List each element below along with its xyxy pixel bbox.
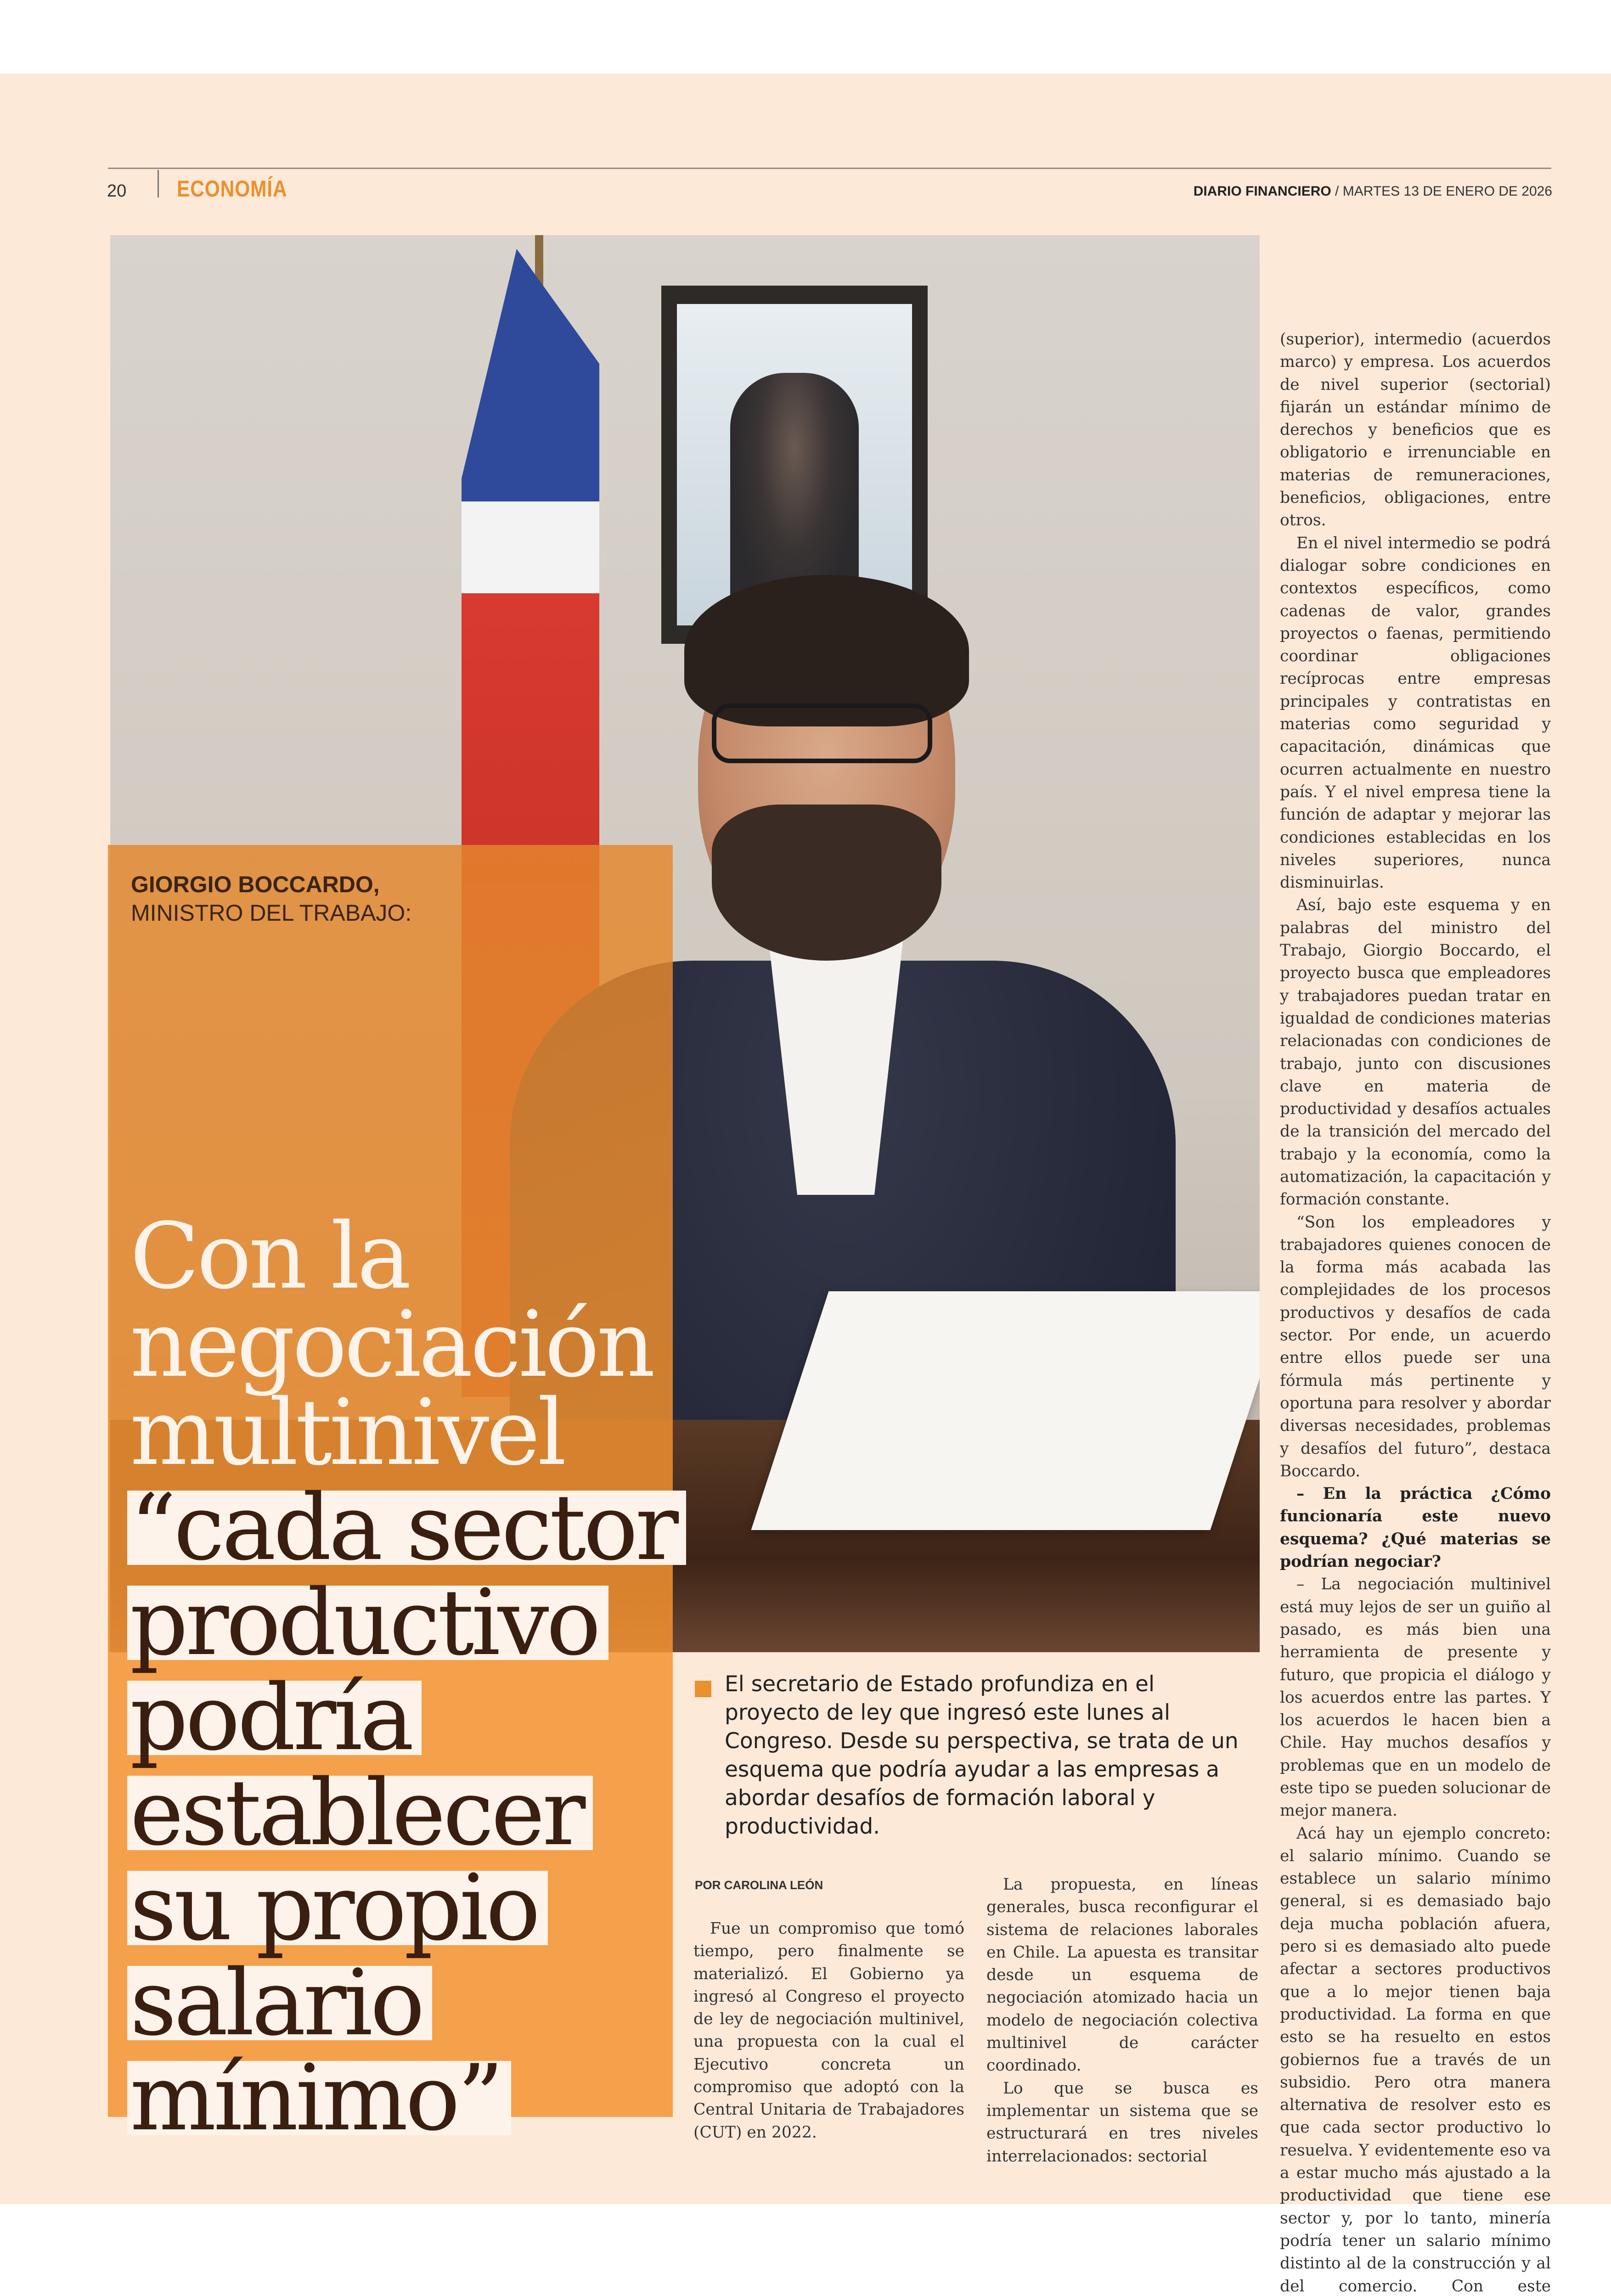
- body-paragraph: (superior), intermedio (acuerdos marco) y empresa. Los acuerdos de nivel superior (sectorial) fijarán un estándar mínimo de derechos y beneficios que es obligatorio e irrenunciable en materias de remuneraciones, beneficios, obligaciones, entre otros.: [1280, 330, 1551, 530]
- body-column-1: [693, 1918, 964, 2144]
- page-number: 20: [107, 181, 127, 201]
- headline-line: multinivel: [130, 1379, 564, 1486]
- headline-line: negociación: [130, 1291, 653, 1397]
- body-column-2: [986, 1874, 1258, 2168]
- header-rule: [108, 168, 1551, 169]
- headline-quote-line: “cada sector: [127, 1491, 686, 1565]
- body-paragraph: Fue un compromiso que tomó tiempo, pero finalmente se materializó. El Gobierno ya ingresó al Congreso el proyecto de ley de negociación multinivel, una propuesta con la cual el Ejecutivo concreta un compromiso que adoptó con la Central Unitaria de Trabajadores (CUT) en 2022.: [693, 1919, 964, 2142]
- body-paragraph: Lo que se busca es implementar un sistema que se estructurará en tres niveles interrelacionados: sectorial: [986, 2079, 1258, 2166]
- headline-line: Con la: [130, 1203, 409, 1309]
- body-paragraph: Así, bajo este esquema y en palabras del ministro del Trabajo, Giorgio Boccardo, el proyecto busca que empleadores y trabajadores puedan tratar en igualdad de condiciones materias relacionadas con condiciones de trabajo, junto con discusiones clave en materia de productividad y desafíos actuales de la transición del mercado del trabajo y la economía, como la automatización, la capacitación y formación constante.: [1280, 896, 1551, 1209]
- document-papers: [751, 1291, 1260, 1530]
- photo-caption: [131, 870, 411, 927]
- publication-name: DIARIO FINANCIERO: [1193, 184, 1331, 199]
- body-paragraph: En el nivel intermedio se podrá dialogar sobre condiciones en contextos específicos, como cadenas de valor, grandes proyectos o faenas, permitiendo coordinar obligaciones recíprocas entre empresas principales y contratistas en materias como seguridad y capacitación, dinámicas que ocurren actualmente en nuestro país. Y el nivel empresa tiene la función de adaptar y mejorar las condiciones establecidas en los niveles superiores, nunca disminuirlas.: [1280, 534, 1551, 892]
- headline: [130, 1203, 686, 2151]
- section-label: ECONOMÍA: [177, 176, 287, 202]
- headline-quote-line: su propio: [127, 1871, 548, 1945]
- beard: [712, 805, 941, 961]
- body-paragraph: – La negociación multinivel está muy lejos de ser un guiño al pasado, es más bien una herramienta de presente y futuro, que propicia el diálogo y los acuerdos entre las partes. Y los acuerdos le hacen bien a Chile. Hay muchos desafíos y problemas que en un modelo de este tipo se pueden solucionar de mejor manera.: [1280, 1575, 1551, 1820]
- body-paragraph: La propuesta, en líneas generales, busca reconfigurar el sistema de relaciones laborales en Chile. La apuesta es transitar desde un esquema de negociación atomizado hacia un modelo de negociación colectiva multinivel de carácter coordinado.: [986, 1875, 1258, 2075]
- headline-quote-line: productivo: [127, 1586, 608, 1660]
- lede: El secretario de Estado profundiza en el proyecto de ley que ingresó este lunes al Congreso. Desde su perspectiva, se trata de un esquema que podría ayudar a las empresas a abordar desafíos de formación laboral y productividad.: [725, 1671, 1239, 1839]
- headline-quote-line: podría: [127, 1681, 422, 1755]
- section-divider: [158, 170, 159, 197]
- headline-quote-line: salario: [127, 1966, 432, 2040]
- body-paragraph: “Son los empleadores y trabajadores quienes conocen de la forma más acabada las complejidades de los procesos productivos y desafíos de cada sector. Por ende, un acuerdo entre ellos puede ser una fórmula más pertinente y oportuna para resolver y abordar diversas necesidades, problemas y desafíos del futuro”, destaca Boccardo.: [1280, 1213, 1551, 1480]
- caption-name: GIORGIO BOCCARDO,: [131, 872, 380, 897]
- masthead: [1194, 184, 1552, 199]
- caption-role: MINISTRO DEL TRABAJO:: [131, 900, 412, 926]
- issue-date: / MARTES 13 DE ENERO DE 2026: [1331, 184, 1552, 199]
- headline-quote-line: mínimo”: [127, 2061, 511, 2135]
- interview-question: – En la práctica ¿Cómo funcionaría este nuevo esquema? ¿Qué materias se podrían negociar?: [1280, 1485, 1551, 1571]
- headline-quote-line: establecer: [127, 1776, 593, 1850]
- body-paragraph: Acá hay un ejemplo concreto: el salario mínimo. Cuando se establece un salario mínimo general, si es demasiado bajo deja mucha población afuera, pero si es demasiado alto puede afectar a sectores productivos que a lo mejor tienen baja productividad. La forma en que esto se ha resuelto en estos gobiernos fue a través de un subsidio. Pero otra manera alternativa de resolver esto es que cada sector productivo lo resuelva. Y evidentemente eso va a estar mucho más ajustado a la productividad que tiene ese sector y, por lo tanto, minería podría tener un salario mínimo distinto al de la construcción y al del comercio. Con este: [1280, 1824, 1551, 2296]
- lede-bullet: [695, 1681, 711, 1697]
- body-column-3: [1280, 328, 1551, 2296]
- glasses: [712, 703, 932, 763]
- byline: POR CAROLINA LEÓN: [695, 1878, 823, 1892]
